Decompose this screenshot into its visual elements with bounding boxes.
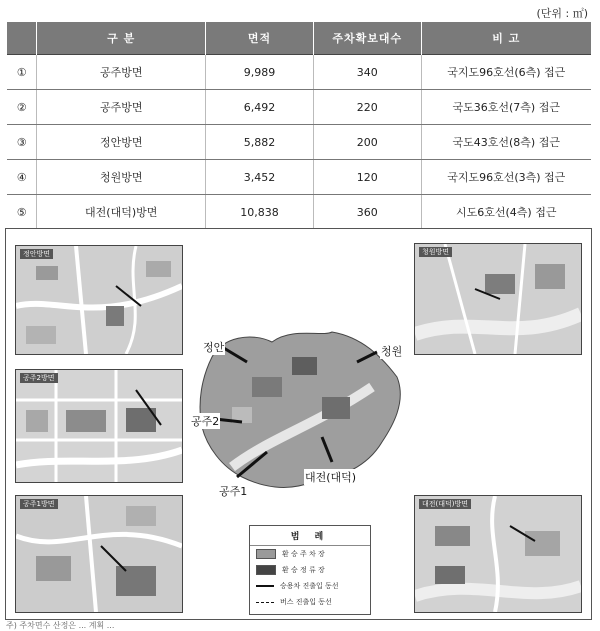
inset-map-cheongwon (414, 243, 582, 355)
inset-map-graphic (415, 496, 581, 612)
table-row (7, 125, 591, 160)
row-number: ⑤ (7, 195, 37, 230)
row-number: ③ (7, 125, 37, 160)
row-number: ② (7, 90, 37, 125)
legend-label: 승용차 진출입 동선 (280, 582, 339, 590)
inset-map-graphic (16, 370, 182, 482)
inset-label: 공주2방면 (20, 373, 58, 383)
header-note: 비 고 (421, 22, 591, 55)
row-note: 국지도96호선(3측) 접근 (421, 160, 591, 195)
row-parking: 200 (314, 125, 422, 160)
legend-label: 버스 진출입 동선 (280, 598, 332, 606)
row-name: 대전(대덕)방면 (37, 195, 206, 230)
callout-gongju1: 공주1 (219, 485, 248, 498)
row-note: 국도36호선(7측) 접근 (421, 90, 591, 125)
legend-item (250, 546, 370, 562)
row-area: 6,492 (205, 90, 313, 125)
inset-label: 청원방면 (419, 247, 452, 257)
bus-route-line-icon (256, 602, 274, 603)
footnote: 주) 주차면수 산정은 ... 계획 ... (6, 621, 115, 630)
header-area: 면적 (205, 22, 313, 55)
map-legend (249, 525, 371, 615)
table-row (7, 195, 591, 230)
legend-label: 환 승 주 차 장 (282, 550, 325, 558)
table-header-row (7, 22, 591, 55)
row-parking: 340 (314, 55, 422, 90)
legend-item (250, 578, 370, 594)
inset-map-graphic (16, 246, 182, 354)
legend-item (250, 562, 370, 578)
header-parking: 주차확보대수 (314, 22, 422, 55)
row-name: 정안방면 (37, 125, 206, 160)
row-parking: 120 (314, 160, 422, 195)
row-area: 3,452 (205, 160, 313, 195)
inset-label: 정안방면 (20, 249, 53, 259)
row-area: 5,882 (205, 125, 313, 160)
map-figure (5, 228, 592, 620)
legend-item (250, 594, 370, 610)
table-row (7, 90, 591, 125)
inset-label: 대전(대덕)방면 (419, 499, 471, 509)
header-spacer (7, 22, 37, 55)
row-number: ④ (7, 160, 37, 195)
unit-label: (단위 : ㎡) (536, 7, 588, 20)
table-row (7, 55, 591, 90)
inset-map-graphic (16, 496, 182, 612)
inset-map-graphic (415, 244, 581, 354)
car-route-line-icon (256, 585, 274, 587)
inset-map-gongju2 (15, 369, 183, 483)
callout-jeongan: 정안 (203, 341, 225, 354)
inset-map-jeongan (15, 245, 183, 355)
legend-label: 환 승 정 류 장 (282, 566, 325, 574)
row-area: 9,989 (205, 55, 313, 90)
row-name: 공주방면 (37, 55, 206, 90)
callout-cheongwon: 청원 (381, 345, 403, 358)
inset-label: 공주1방면 (20, 499, 58, 509)
transfer-parking-swatch-icon (256, 549, 276, 559)
row-note: 국도43호선(8측) 접근 (421, 125, 591, 160)
row-parking: 360 (314, 195, 422, 230)
inset-map-gongju1 (15, 495, 183, 613)
row-parking: 220 (314, 90, 422, 125)
row-area: 10,838 (205, 195, 313, 230)
row-number: ① (7, 55, 37, 90)
legend-title: 범 례 (250, 526, 370, 546)
row-name: 청원방면 (37, 160, 206, 195)
callout-gongju2: 공주2 (191, 415, 220, 428)
parking-table (7, 22, 591, 230)
header-category: 구 분 (37, 22, 206, 55)
transfer-stop-swatch-icon (256, 565, 276, 575)
table-row (7, 160, 591, 195)
inset-map-daejeon (414, 495, 582, 613)
callout-daejeon: 대전(대덕) (305, 471, 357, 484)
row-note: 국지도96호선(6측) 접근 (421, 55, 591, 90)
row-note: 시도6호선(4측) 접근 (421, 195, 591, 230)
row-name: 공주방면 (37, 90, 206, 125)
